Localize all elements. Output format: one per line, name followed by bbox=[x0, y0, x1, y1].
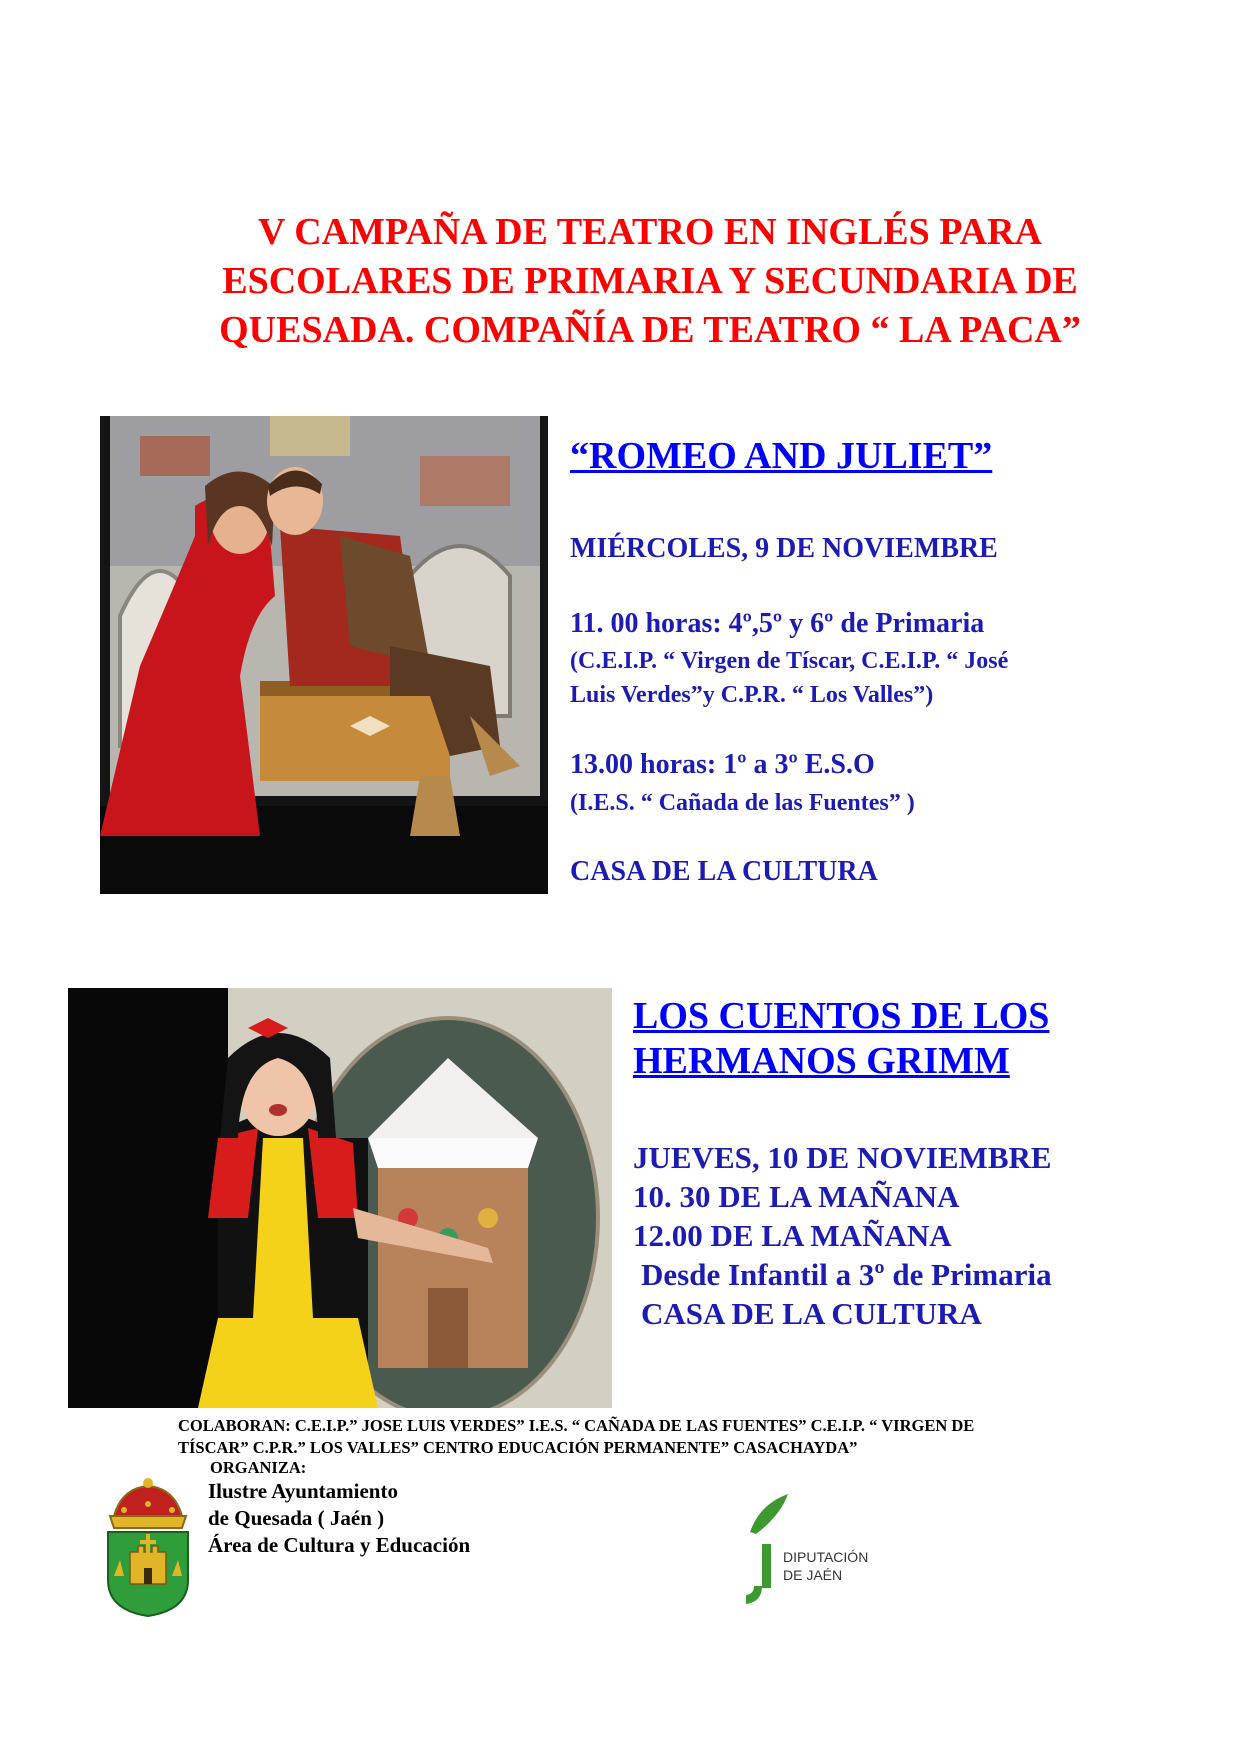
show-1-session-1-schools-line-2: Luis Verdes”y C.P.R. “ Los Valles”) bbox=[570, 682, 934, 708]
diputacion-line-2: DE JAÉN bbox=[783, 1567, 843, 1583]
campaign-title-line-3: QUESADA. COMPAÑÍA DE TEATRO “ LA PACA” bbox=[219, 309, 1081, 351]
show-1-session-1-schools-line-1: (C.E.I.P. “ Virgen de Tíscar, C.E.I.P. “ José bbox=[570, 648, 1009, 674]
show-1-session-2-schools: (I.E.S. “ Cañada de las Fuentes” ) bbox=[570, 790, 915, 816]
show-1-date: MIÉRCOLES, 9 DE NOVIEMBRE bbox=[570, 533, 998, 564]
collaborators-line-2: TÍSCAR” C.P.R.” LOS VALLES” CENTRO EDUCACIÓN PERMANENTE” CASACHAYDA” bbox=[178, 1438, 858, 1457]
show-2-time-2: 12.00 DE LA MAÑANA bbox=[633, 1218, 952, 1253]
organizer bbox=[208, 1478, 470, 1559]
organizer-line-2: de Quesada ( Jaén ) bbox=[208, 1506, 385, 1530]
campaign-title-line-1: V CAMPAÑA DE TEATRO EN INGLÉS PARA bbox=[257, 211, 1042, 253]
grimm-tales-photo bbox=[68, 988, 612, 1408]
show-2-venue: CASA DE LA CULTURA bbox=[641, 1296, 982, 1331]
campaign-title-line-2: ESCOLARES DE PRIMARIA Y SECUNDARIA DE bbox=[222, 260, 1078, 302]
show-2-audience: Desde Infantil a 3º de Primaria bbox=[641, 1257, 1052, 1292]
show-1-venue: CASA DE LA CULTURA bbox=[570, 856, 878, 887]
organizer-label: ORGANIZA: bbox=[210, 1458, 307, 1477]
show-2-title-line-1: LOS CUENTOS DE LOS bbox=[633, 995, 1050, 1037]
collaborators bbox=[178, 1415, 1178, 1459]
organizer-line-1: Ilustre Ayuntamiento bbox=[208, 1479, 398, 1503]
show-1-session-1-time: 11. 00 horas: 4º,5º y 6º de Primaria bbox=[570, 608, 985, 639]
show-2-details bbox=[633, 1138, 1052, 1333]
collaborators-line-1: COLABORAN: C.E.I.P.” JOSE LUIS VERDES” I.E.S. “ CAÑADA DE LAS FUENTES” C.E.I.P. “ VIRGEN DE bbox=[178, 1416, 975, 1435]
show-1-session-2-time: 13.00 horas: 1º a 3º E.S.O bbox=[570, 749, 875, 780]
show-2-date: JUEVES, 10 DE NOVIEMBRE bbox=[633, 1140, 1052, 1175]
romeo-juliet-photo bbox=[100, 416, 548, 894]
diputacion-line-1: DIPUTACIÓN bbox=[783, 1549, 869, 1565]
diputacion-jaen-name bbox=[783, 1548, 868, 1584]
campaign-title bbox=[150, 208, 1150, 355]
quesada-coat-of-arms-icon bbox=[100, 1476, 196, 1618]
show-1-title: “ROMEO AND JULIET” bbox=[570, 435, 993, 477]
show-2-title bbox=[633, 994, 1049, 1084]
show-2-title-line-2: HERMANOS GRIMM bbox=[633, 1040, 1010, 1082]
show-2-time-1: 10. 30 DE LA MAÑANA bbox=[633, 1179, 960, 1214]
organizer-line-3: Área de Cultura y Educación bbox=[208, 1533, 471, 1557]
